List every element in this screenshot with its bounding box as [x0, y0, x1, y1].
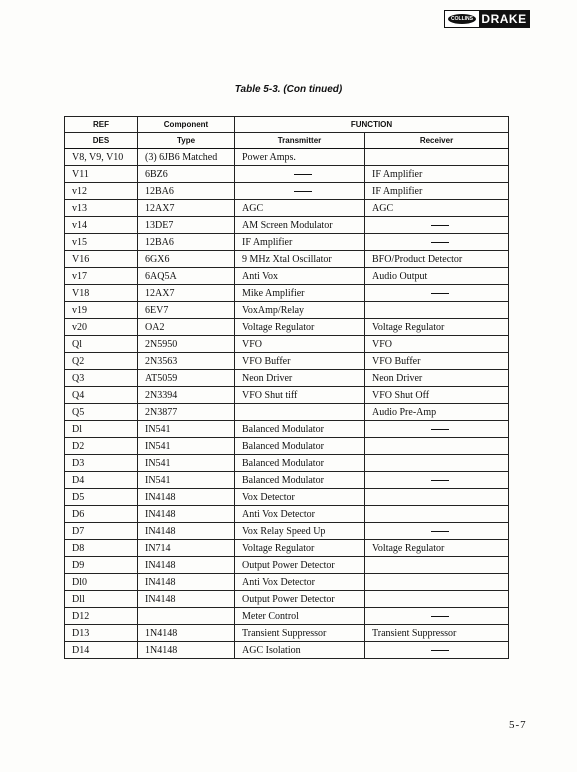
transmitter-cell: Output Power Detector	[235, 591, 365, 608]
receiver-cell: Voltage Regulator	[365, 540, 509, 557]
table-row	[65, 523, 509, 540]
table-row	[65, 642, 509, 659]
receiver-cell: BFO/Product Detector	[365, 251, 509, 268]
ref-cell: D14	[65, 642, 138, 659]
receiver-cell: Voltage Regulator	[365, 319, 509, 336]
ref-cell: V8, V9, V10	[65, 149, 138, 166]
type-cell: 12AX7	[138, 285, 235, 302]
header-function: FUNCTION	[235, 117, 509, 133]
table-row	[65, 574, 509, 591]
receiver-cell	[365, 285, 509, 302]
not-applicable-dash	[294, 174, 312, 175]
receiver-cell	[365, 506, 509, 523]
transmitter-cell: Voltage Regulator	[235, 540, 365, 557]
ref-cell: Ql	[65, 336, 138, 353]
transmitter-cell: Balanced Modulator	[235, 438, 365, 455]
type-cell: 12AX7	[138, 200, 235, 217]
transmitter-cell: Meter Control	[235, 608, 365, 625]
ref-cell: D3	[65, 455, 138, 472]
type-cell: IN541	[138, 438, 235, 455]
ref-cell: D4	[65, 472, 138, 489]
table-row	[65, 234, 509, 251]
logo-wordmark: DRAKE	[479, 11, 529, 27]
table-row	[65, 608, 509, 625]
ref-cell: Q4	[65, 387, 138, 404]
ref-cell: D5	[65, 489, 138, 506]
receiver-cell: VFO	[365, 336, 509, 353]
transmitter-cell: AM Screen Modulator	[235, 217, 365, 234]
transmitter-cell: Anti Vox	[235, 268, 365, 285]
table-row	[65, 489, 509, 506]
ref-cell: D13	[65, 625, 138, 642]
transmitter-cell: Voltage Regulator	[235, 319, 365, 336]
receiver-cell	[365, 557, 509, 574]
type-cell: 1N4148	[138, 642, 235, 659]
ref-cell: v13	[65, 200, 138, 217]
transmitter-cell: VoxAmp/Relay	[235, 302, 365, 319]
header-type: Type	[138, 133, 235, 149]
table-row	[65, 200, 509, 217]
transmitter-cell	[235, 404, 365, 421]
table-row	[65, 353, 509, 370]
transmitter-cell: Output Power Detector	[235, 557, 365, 574]
transmitter-cell: IF Amplifier	[235, 234, 365, 251]
ref-cell: v20	[65, 319, 138, 336]
ref-cell: Dl	[65, 421, 138, 438]
table-row	[65, 404, 509, 421]
receiver-cell: Transient Suppressor	[365, 625, 509, 642]
type-cell: OA2	[138, 319, 235, 336]
receiver-cell: Audio Output	[365, 268, 509, 285]
not-applicable-dash	[294, 191, 312, 192]
table-row	[65, 591, 509, 608]
not-applicable-dash	[431, 650, 449, 651]
table-row	[65, 557, 509, 574]
transmitter-cell: Anti Vox Detector	[235, 506, 365, 523]
type-cell: 2N3394	[138, 387, 235, 404]
ref-cell: V11	[65, 166, 138, 183]
header-des: DES	[65, 133, 138, 149]
table-row	[65, 438, 509, 455]
ref-cell: D6	[65, 506, 138, 523]
type-cell: IN4148	[138, 523, 235, 540]
header-component: Component	[138, 117, 235, 133]
transmitter-cell: Vox Relay Speed Up	[235, 523, 365, 540]
table-row	[65, 149, 509, 166]
table-row	[65, 370, 509, 387]
ref-cell: Q5	[65, 404, 138, 421]
ref-cell: D9	[65, 557, 138, 574]
table-row	[65, 166, 509, 183]
type-cell: IN541	[138, 472, 235, 489]
transmitter-cell	[235, 166, 365, 183]
receiver-cell: VFO Buffer	[365, 353, 509, 370]
logo-badge-text: COLLINS	[448, 14, 476, 24]
table-row	[65, 540, 509, 557]
transmitter-cell: Transient Suppressor	[235, 625, 365, 642]
ref-cell: D8	[65, 540, 138, 557]
table-row	[65, 285, 509, 302]
table-row	[65, 506, 509, 523]
ref-cell: D2	[65, 438, 138, 455]
ref-cell: V18	[65, 285, 138, 302]
table-body	[65, 149, 509, 659]
transmitter-cell: AGC	[235, 200, 365, 217]
ref-cell: Q2	[65, 353, 138, 370]
not-applicable-dash	[431, 480, 449, 481]
type-cell: 12BA6	[138, 183, 235, 200]
table-row	[65, 217, 509, 234]
receiver-cell	[365, 642, 509, 659]
drake-logo	[444, 10, 530, 28]
receiver-cell	[365, 489, 509, 506]
ref-cell: D12	[65, 608, 138, 625]
type-cell: IN4148	[138, 591, 235, 608]
receiver-cell	[365, 421, 509, 438]
type-cell: 2N3877	[138, 404, 235, 421]
not-applicable-dash	[431, 242, 449, 243]
type-cell: 12BA6	[138, 234, 235, 251]
type-cell: 13DE7	[138, 217, 235, 234]
collins-badge	[445, 11, 479, 27]
receiver-cell	[365, 217, 509, 234]
transmitter-cell	[235, 183, 365, 200]
header-ref: REF	[65, 117, 138, 133]
table-row	[65, 251, 509, 268]
receiver-cell	[365, 591, 509, 608]
ref-cell: v17	[65, 268, 138, 285]
transmitter-cell: VFO Buffer	[235, 353, 365, 370]
type-cell: 6GX6	[138, 251, 235, 268]
table-row	[65, 625, 509, 642]
transmitter-cell: VFO	[235, 336, 365, 353]
transmitter-cell: Balanced Modulator	[235, 472, 365, 489]
transmitter-cell: Balanced Modulator	[235, 455, 365, 472]
not-applicable-dash	[431, 531, 449, 532]
table-caption: Table 5-3. (Con tinued)	[234, 84, 343, 95]
type-cell: 1N4148	[138, 625, 235, 642]
ref-cell: Q3	[65, 370, 138, 387]
transmitter-cell: 9 MHz Xtal Oscillator	[235, 251, 365, 268]
receiver-cell: IF Amplifier	[365, 166, 509, 183]
type-cell: AT5059	[138, 370, 235, 387]
receiver-cell: AGC	[365, 200, 509, 217]
ref-cell: v14	[65, 217, 138, 234]
receiver-cell	[365, 472, 509, 489]
type-cell: 6AQ5A	[138, 268, 235, 285]
ref-cell: v12	[65, 183, 138, 200]
ref-cell: V16	[65, 251, 138, 268]
transmitter-cell: Mike Amplifier	[235, 285, 365, 302]
not-applicable-dash	[431, 616, 449, 617]
table-row	[65, 302, 509, 319]
table-row	[65, 336, 509, 353]
table-row	[65, 319, 509, 336]
page-number: 5-7	[509, 719, 527, 731]
receiver-cell	[365, 302, 509, 319]
table-row	[65, 268, 509, 285]
type-cell	[138, 608, 235, 625]
type-cell: IN4148	[138, 506, 235, 523]
ref-cell: Dl0	[65, 574, 138, 591]
not-applicable-dash	[431, 429, 449, 430]
ref-cell: v19	[65, 302, 138, 319]
receiver-cell	[365, 234, 509, 251]
type-cell: IN4148	[138, 489, 235, 506]
receiver-cell: Neon Driver	[365, 370, 509, 387]
receiver-cell	[365, 574, 509, 591]
transmitter-cell: Anti Vox Detector	[235, 574, 365, 591]
transmitter-cell: AGC Isolation	[235, 642, 365, 659]
type-cell: IN4148	[138, 557, 235, 574]
receiver-cell: VFO Shut Off	[365, 387, 509, 404]
receiver-cell	[365, 438, 509, 455]
table-row	[65, 387, 509, 404]
type-cell: IN4148	[138, 574, 235, 591]
not-applicable-dash	[431, 293, 449, 294]
component-table	[64, 116, 509, 659]
type-cell: 6BZ6	[138, 166, 235, 183]
type-cell: IN541	[138, 455, 235, 472]
type-cell: 6EV7	[138, 302, 235, 319]
transmitter-cell: Balanced Modulator	[235, 421, 365, 438]
type-cell: (3) 6JB6 Matched	[138, 149, 235, 166]
receiver-cell	[365, 523, 509, 540]
type-cell: 2N5950	[138, 336, 235, 353]
transmitter-cell: Neon Driver	[235, 370, 365, 387]
transmitter-cell: VFO Shut tiff	[235, 387, 365, 404]
not-applicable-dash	[431, 225, 449, 226]
transmitter-cell: Power Amps.	[235, 149, 365, 166]
receiver-cell: Audio Pre-Amp	[365, 404, 509, 421]
ref-cell: Dll	[65, 591, 138, 608]
transmitter-cell: Vox Detector	[235, 489, 365, 506]
table-row	[65, 183, 509, 200]
header-transmitter: Transmitter	[235, 133, 365, 149]
header-receiver: Receiver	[365, 133, 509, 149]
table-row	[65, 472, 509, 489]
receiver-cell	[365, 149, 509, 166]
type-cell: IN541	[138, 421, 235, 438]
receiver-cell	[365, 608, 509, 625]
table-row	[65, 455, 509, 472]
ref-cell: v15	[65, 234, 138, 251]
type-cell: IN714	[138, 540, 235, 557]
receiver-cell: IF Amplifier	[365, 183, 509, 200]
type-cell: 2N3563	[138, 353, 235, 370]
receiver-cell	[365, 455, 509, 472]
ref-cell: D7	[65, 523, 138, 540]
table-row	[65, 421, 509, 438]
